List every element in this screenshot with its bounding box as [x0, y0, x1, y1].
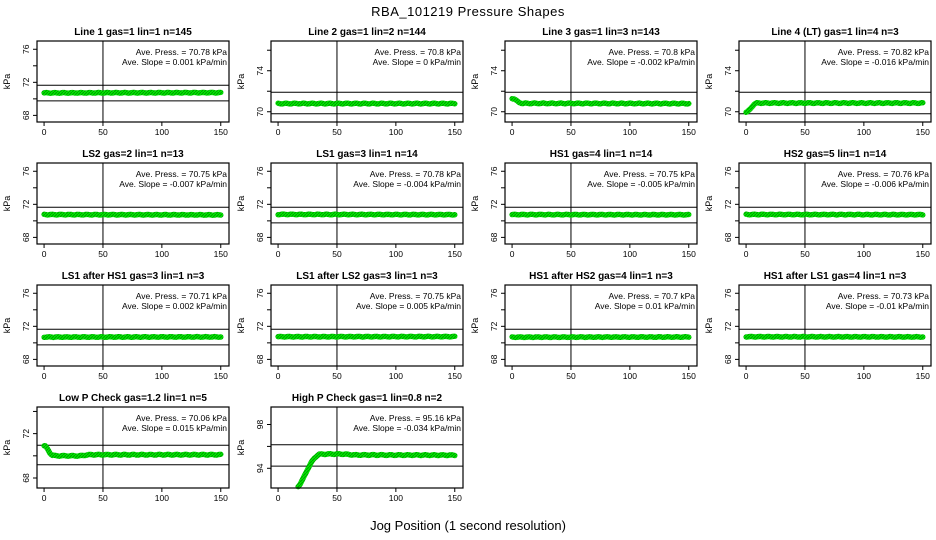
panel-cell-ls1-after-ls2	[234, 270, 468, 392]
svg-text:50: 50	[332, 249, 342, 259]
ave-slope-annotation: Ave. Slope = -0.006 kPa/min	[821, 179, 929, 189]
svg-text:70: 70	[723, 107, 733, 117]
svg-text:50: 50	[98, 493, 108, 503]
pressure-trace	[512, 337, 689, 338]
ave-press-annotation: Ave. Press. = 70.78 kPa	[135, 47, 227, 57]
svg-text:68: 68	[255, 354, 265, 365]
panel-title: Line 4 (LT) gas=1 lin=4 n=3	[771, 27, 899, 38]
svg-text:70: 70	[489, 107, 499, 117]
pressure-trace	[746, 103, 923, 113]
svg-text:150: 150	[681, 127, 696, 137]
svg-text:72: 72	[489, 321, 499, 332]
y-axis-unit: kPa	[704, 317, 714, 334]
panel-title: Low P Check gas=1.2 lin=1 n=5	[59, 393, 207, 404]
y-axis-unit: kPa	[2, 195, 12, 212]
svg-text:76: 76	[21, 166, 31, 176]
svg-text:50: 50	[800, 127, 810, 137]
svg-text:150: 150	[447, 493, 462, 503]
panel-cell-ls1	[234, 148, 468, 270]
panel-cell-hs2	[702, 148, 936, 270]
panel-cell-ls1-after-hs1	[0, 270, 234, 392]
svg-text:50: 50	[566, 371, 576, 381]
svg-text:0: 0	[41, 371, 47, 381]
svg-text:0: 0	[743, 371, 749, 381]
panel-title: HS1 after LS1 gas=4 lin=1 n=3	[763, 271, 907, 282]
svg-text:50: 50	[566, 127, 576, 137]
pressure-trace	[278, 214, 455, 215]
svg-text:100: 100	[154, 371, 169, 381]
panel-title: LS1 gas=3 lin=1 n=14	[316, 149, 418, 160]
pressure-trace	[44, 92, 221, 93]
svg-text:150: 150	[447, 127, 462, 137]
pressure-trace	[512, 99, 689, 104]
svg-text:70: 70	[255, 107, 265, 117]
svg-text:68: 68	[489, 354, 499, 365]
svg-text:100: 100	[154, 249, 169, 259]
svg-text:76: 76	[255, 288, 265, 298]
svg-text:100: 100	[856, 127, 871, 137]
svg-text:150: 150	[915, 249, 930, 259]
panel-ls2	[0, 148, 234, 270]
svg-text:150: 150	[213, 493, 228, 503]
svg-text:100: 100	[388, 127, 403, 137]
svg-text:100: 100	[622, 249, 637, 259]
svg-text:0: 0	[41, 249, 47, 259]
panel-line-4-lt	[702, 26, 936, 148]
svg-text:0: 0	[509, 127, 515, 137]
svg-text:100: 100	[856, 371, 871, 381]
ave-slope-annotation: Ave. Slope = 0.01 kPa/min	[594, 301, 695, 311]
panel-cell-line-2	[234, 26, 468, 148]
panel-title: HS1 after HS2 gas=4 lin=1 n=3	[529, 271, 673, 282]
ave-press-annotation: Ave. Press. = 70.78 kPa	[369, 169, 461, 179]
panel-title: LS1 after LS2 gas=3 lin=1 n=3	[296, 271, 438, 282]
ave-slope-annotation: Ave. Slope = 0.005 kPa/min	[356, 301, 461, 311]
svg-text:0: 0	[509, 249, 515, 259]
panel-line-3	[468, 26, 702, 148]
svg-text:74: 74	[255, 65, 265, 76]
svg-text:150: 150	[915, 127, 930, 137]
svg-text:100: 100	[154, 127, 169, 137]
pressure-trace	[746, 337, 923, 338]
svg-text:100: 100	[154, 493, 169, 503]
svg-text:100: 100	[622, 371, 637, 381]
y-axis-unit: kPa	[470, 73, 480, 90]
svg-text:74: 74	[489, 65, 499, 76]
svg-text:76: 76	[489, 288, 499, 298]
pressure-trace	[44, 446, 221, 457]
pressure-trace	[298, 454, 455, 487]
y-axis-unit: kPa	[2, 439, 12, 456]
y-axis-unit: kPa	[236, 195, 246, 212]
svg-text:50: 50	[800, 371, 810, 381]
svg-text:100: 100	[856, 249, 871, 259]
panel-ls1-after-hs1	[0, 270, 234, 392]
pressure-trace	[278, 103, 455, 104]
svg-text:72: 72	[723, 199, 733, 210]
svg-text:50: 50	[98, 249, 108, 259]
panel-ls1-after-ls2	[234, 270, 468, 392]
svg-text:72: 72	[21, 199, 31, 210]
panel-hs1-after-hs2	[468, 270, 702, 392]
svg-text:100: 100	[388, 371, 403, 381]
svg-text:72: 72	[255, 199, 265, 210]
svg-text:0: 0	[275, 371, 281, 381]
ave-press-annotation: Ave. Press. = 70.06 kPa	[135, 413, 227, 423]
ave-slope-annotation: Ave. Slope = -0.002 kPa/min	[587, 57, 695, 67]
svg-text:74: 74	[723, 65, 733, 76]
pressure-trace	[512, 214, 689, 215]
svg-text:50: 50	[332, 371, 342, 381]
svg-text:0: 0	[743, 127, 749, 137]
y-axis-unit: kPa	[236, 317, 246, 334]
y-axis-unit: kPa	[2, 73, 12, 90]
svg-text:50: 50	[332, 493, 342, 503]
panel-cell-hs1-after-hs2	[468, 270, 702, 392]
svg-text:50: 50	[332, 127, 342, 137]
svg-text:76: 76	[489, 166, 499, 176]
panel-hs1	[468, 148, 702, 270]
svg-text:0: 0	[275, 127, 281, 137]
svg-text:50: 50	[98, 371, 108, 381]
panel-cell-line-1	[0, 26, 234, 148]
ave-slope-annotation: Ave. Slope = -0.004 kPa/min	[353, 179, 461, 189]
panel-line-1	[0, 26, 234, 148]
y-axis-unit: kPa	[2, 317, 12, 334]
svg-text:68: 68	[21, 232, 31, 243]
pressure-trace	[278, 336, 455, 337]
svg-text:94: 94	[255, 463, 265, 474]
svg-text:76: 76	[723, 288, 733, 298]
panel-title: Line 2 gas=1 lin=2 n=144	[308, 27, 426, 38]
y-axis-unit: kPa	[236, 439, 246, 456]
svg-text:68: 68	[21, 354, 31, 365]
svg-text:100: 100	[388, 249, 403, 259]
pressure-trace	[44, 337, 221, 338]
panel-cell-low-p-check	[0, 392, 234, 514]
panel-ls1	[234, 148, 468, 270]
ave-press-annotation: Ave. Press. = 70.8 kPa	[608, 47, 695, 57]
ave-slope-annotation: Ave. Slope = -0.007 kPa/min	[119, 179, 227, 189]
panel-title: High P Check gas=1 lin=0.8 n=2	[291, 393, 443, 404]
ave-press-annotation: Ave. Press. = 95.16 kPa	[369, 413, 461, 423]
x-axis-label: Jog Position (1 second resolution)	[370, 518, 566, 533]
panel-hs2	[702, 148, 936, 270]
ave-slope-annotation: Ave. Slope = 0.002 kPa/min	[122, 301, 227, 311]
y-axis-unit: kPa	[470, 317, 480, 334]
svg-text:150: 150	[915, 371, 930, 381]
panel-cell-line-3	[468, 26, 702, 148]
figure-title: RBA_101219 Pressure Shapes	[371, 4, 565, 19]
panel-grid	[0, 26, 936, 514]
ave-press-annotation: Ave. Press. = 70.82 kPa	[837, 47, 929, 57]
svg-text:72: 72	[489, 199, 499, 210]
svg-text:150: 150	[447, 371, 462, 381]
svg-text:76: 76	[723, 166, 733, 176]
panel-title: HS2 gas=5 lin=1 n=14	[783, 149, 887, 160]
pressure-trace	[44, 214, 221, 215]
ave-slope-annotation: Ave. Slope = 0.015 kPa/min	[122, 423, 227, 433]
svg-text:68: 68	[723, 232, 733, 243]
ave-slope-annotation: Ave. Slope = -0.005 kPa/min	[587, 179, 695, 189]
panel-title: LS1 after HS1 gas=3 lin=1 n=3	[61, 271, 205, 282]
svg-text:150: 150	[213, 249, 228, 259]
ave-press-annotation: Ave. Press. = 70.71 kPa	[135, 291, 227, 301]
svg-text:68: 68	[255, 232, 265, 243]
svg-text:76: 76	[21, 288, 31, 298]
svg-text:72: 72	[723, 321, 733, 332]
svg-text:68: 68	[723, 354, 733, 365]
svg-text:100: 100	[622, 127, 637, 137]
panel-line-2	[234, 26, 468, 148]
svg-text:76: 76	[255, 166, 265, 176]
panel-low-p-check	[0, 392, 234, 514]
ave-slope-annotation: Ave. Slope = 0 kPa/min	[372, 57, 461, 67]
ave-press-annotation: Ave. Press. = 70.8 kPa	[374, 47, 461, 57]
svg-text:72: 72	[21, 77, 31, 88]
panel-title: HS1 gas=4 lin=1 n=14	[549, 149, 653, 160]
panel-cell-ls2	[0, 148, 234, 270]
svg-text:150: 150	[213, 371, 228, 381]
y-axis-unit: kPa	[470, 195, 480, 212]
svg-text:68: 68	[489, 232, 499, 243]
panel-cell-high-p-check	[234, 392, 468, 514]
svg-text:150: 150	[681, 371, 696, 381]
panel-cell-line-4-lt	[702, 26, 936, 148]
y-axis-unit: kPa	[704, 195, 714, 212]
svg-text:0: 0	[275, 493, 281, 503]
ave-slope-annotation: Ave. Slope = -0.034 kPa/min	[353, 423, 461, 433]
svg-text:72: 72	[21, 428, 31, 439]
panel-cell-hs1-after-ls1	[702, 270, 936, 392]
svg-text:150: 150	[447, 249, 462, 259]
svg-text:72: 72	[21, 321, 31, 332]
ave-press-annotation: Ave. Press. = 70.75 kPa	[135, 169, 227, 179]
panel-cell-hs1	[468, 148, 702, 270]
svg-text:98: 98	[255, 419, 265, 430]
ave-slope-annotation: Ave. Slope = 0.001 kPa/min	[122, 57, 227, 67]
svg-text:150: 150	[681, 249, 696, 259]
ave-press-annotation: Ave. Press. = 70.73 kPa	[837, 291, 929, 301]
svg-text:0: 0	[41, 127, 47, 137]
svg-text:0: 0	[41, 493, 47, 503]
panel-title: Line 3 gas=1 lin=3 n=143	[542, 27, 660, 38]
svg-text:68: 68	[21, 110, 31, 121]
y-axis-unit: kPa	[236, 73, 246, 90]
panel-title: LS2 gas=2 lin=1 n=13	[82, 149, 184, 160]
svg-text:0: 0	[743, 249, 749, 259]
ave-press-annotation: Ave. Press. = 70.75 kPa	[603, 169, 695, 179]
panel-high-p-check	[234, 392, 468, 514]
pressure-trace	[746, 214, 923, 215]
panel-hs1-after-ls1	[702, 270, 936, 392]
ave-press-annotation: Ave. Press. = 70.75 kPa	[369, 291, 461, 301]
svg-text:100: 100	[388, 493, 403, 503]
ave-slope-annotation: Ave. Slope = -0.016 kPa/min	[821, 57, 929, 67]
svg-text:150: 150	[213, 127, 228, 137]
panel-title: Line 1 gas=1 lin=1 n=145	[74, 27, 192, 38]
svg-text:76: 76	[21, 44, 31, 54]
y-axis-unit: kPa	[704, 73, 714, 90]
svg-text:50: 50	[800, 249, 810, 259]
ave-slope-annotation: Ave. Slope = -0.01 kPa/min	[825, 301, 929, 311]
ave-press-annotation: Ave. Press. = 70.76 kPa	[837, 169, 929, 179]
svg-text:72: 72	[255, 321, 265, 332]
ave-press-annotation: Ave. Press. = 70.7 kPa	[608, 291, 695, 301]
svg-text:50: 50	[98, 127, 108, 137]
svg-text:0: 0	[509, 371, 515, 381]
svg-text:0: 0	[275, 249, 281, 259]
svg-text:68: 68	[21, 473, 31, 483]
svg-text:50: 50	[566, 249, 576, 259]
